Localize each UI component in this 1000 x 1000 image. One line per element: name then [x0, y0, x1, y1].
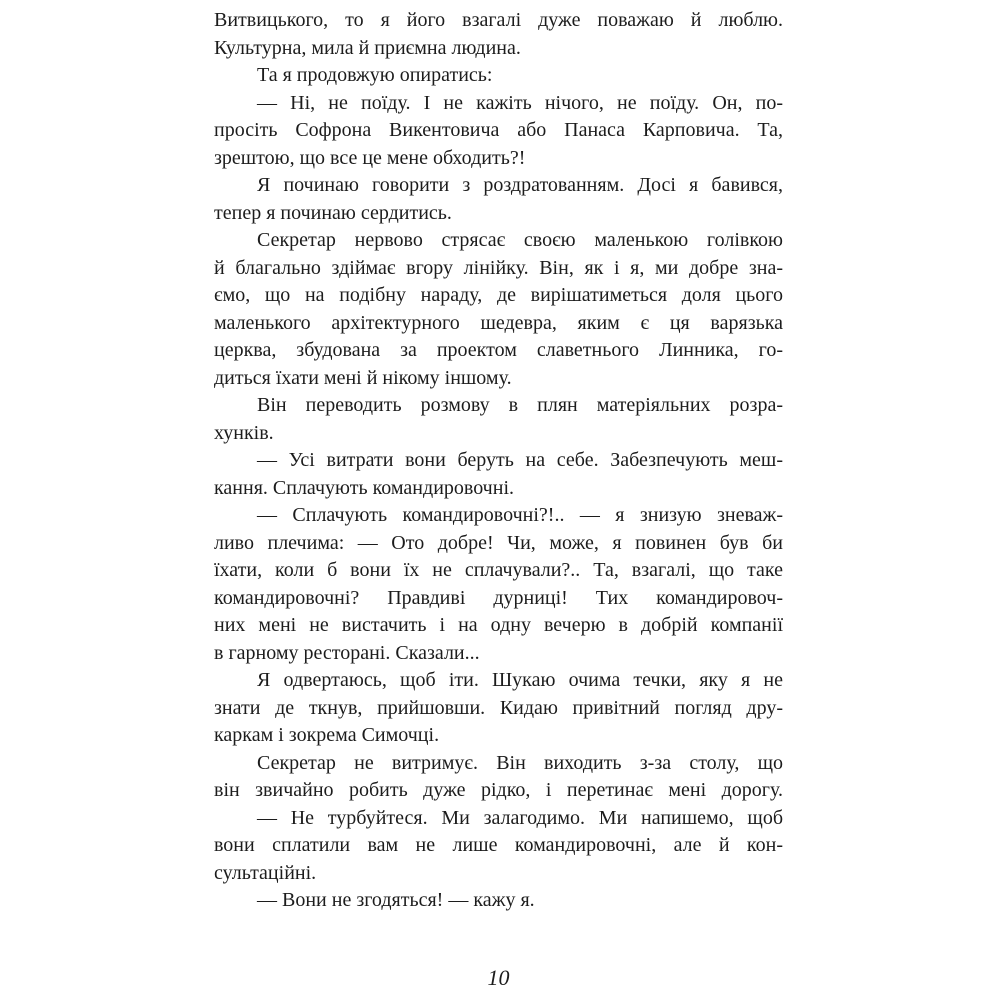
text-line: тепер я починаю сердитись. — [214, 201, 452, 224]
text-line: в гарному ресторані. Сказали... — [214, 641, 480, 664]
text-line: командировочні? Правдиві дурниці! Тих командировоч- — [214, 586, 783, 609]
text-line: диться їхати мені й нікому іншому. — [214, 366, 512, 389]
text-line: них мені не вистачить і на одну вечерю в добрій компанії — [214, 614, 783, 636]
text-line: маленького архітектурного шедевра, яким є ця варязька — [214, 311, 783, 334]
text-line: — Ні, не поїду. І не кажіть нічого, не поїду. Он, по- — [257, 91, 783, 114]
text-line: — Усі витрати вони беруть на себе. Забезпечують меш- — [257, 449, 783, 471]
text-line: просіть Софрона Викентовича або Панаса Карповича. Та, — [214, 119, 783, 141]
text-line: Та я продовжую опиратись: — [257, 64, 493, 86]
text-line: ємо, що на подібну нараду, де вирішатиметься доля цього — [214, 284, 783, 306]
text-line: Секретар нервово стрясає своєю маленькою голівкою — [257, 229, 783, 251]
text-line: й благально здіймає вгору лінійку. Він, як і я, ми добре зна- — [214, 256, 783, 279]
text-line: церква, збудована за проектом славетнього Линника, го- — [214, 339, 783, 361]
text-line: вони сплатили вам не лише командировочні, але й кон- — [214, 834, 783, 856]
text-line: зрештою, що все це мене обходить?! — [214, 146, 526, 169]
text-line: знати де ткнув, прийшовши. Кидаю привітний погляд дру- — [214, 696, 783, 719]
page-number: 10 — [487, 965, 510, 990]
text-line: каркам і зокрема Симочці. — [214, 724, 440, 746]
text-line: кання. Сплачують командировочні. — [214, 476, 514, 499]
text-line: він звичайно робить дуже рідко, і перетинає мені дорогу. — [214, 779, 783, 801]
text-line: Культурна, мила й приємна людина. — [214, 36, 521, 59]
text-line: Витвицького, то я його взагалі дуже поважаю й люблю. — [214, 9, 783, 31]
text-line: Я починаю говорити з роздратованням. Досі я бавився, — [257, 174, 783, 196]
text-line: ливо плечима: — Ото добре! Чи, може, я повинен був би — [214, 531, 783, 554]
book-page — [214, 0, 783, 1000]
text-line: — Сплачують командировочні?!.. — я знизую зневаж- — [257, 504, 783, 526]
text-line: Він переводить розмову в плян матеріяльних розра- — [257, 394, 783, 416]
text-line: їхати, коли б вони їх не сплачували?.. Та, взагалі, що таке — [214, 559, 783, 581]
text-line: — Вони не згодяться! — кажу я. — [257, 889, 535, 911]
text-line: хунків. — [214, 421, 274, 444]
text-line: Секретар не витримує. Він виходить з-за столу, що — [257, 751, 783, 774]
text-line: Я одвертаюсь, щоб іти. Шукаю очима течки, яку я не — [257, 669, 783, 691]
text-line: — Не турбуйтеся. Ми залагодимо. Ми напишемо, щоб — [257, 806, 783, 829]
text-line: сультаційні. — [214, 861, 317, 884]
